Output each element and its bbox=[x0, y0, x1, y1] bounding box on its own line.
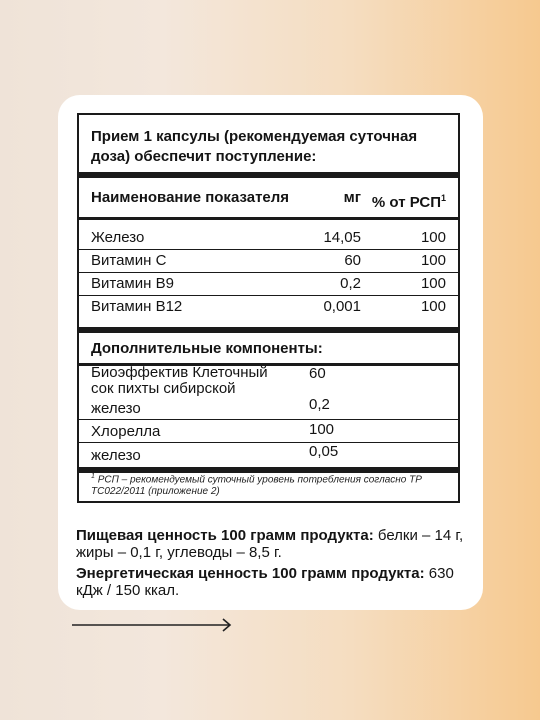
composition-table bbox=[77, 113, 460, 503]
table-row-name: Витамин B9 bbox=[91, 275, 174, 292]
table-row-pct: 100 bbox=[420, 252, 446, 269]
additional-row-value: 60 bbox=[309, 365, 326, 382]
divider bbox=[79, 217, 458, 220]
divider bbox=[79, 419, 458, 420]
table-row-name: Витамин B12 bbox=[91, 298, 183, 315]
table-row-mg: 14,05 bbox=[323, 229, 361, 246]
additional-row-name: железо bbox=[91, 447, 141, 464]
header-name: Наименование показателя bbox=[91, 189, 290, 206]
additional-row-value: 100 bbox=[309, 421, 335, 438]
header-pct: % от РСП$^1$ bbox=[371, 193, 446, 211]
energy-value: Энергетическая ценность 100 грамм продукта: 630 кДж / 150 ккал. bbox=[76, 565, 454, 599]
table-row-name: Железо bbox=[91, 229, 145, 246]
footnote: $^1$ РСП – рекомендуемый суточный уровень потребления согласно ТР ТС022/2011 (приложение 2) bbox=[91, 473, 422, 498]
additional-row-value: 0,2 bbox=[309, 396, 330, 413]
divider bbox=[79, 442, 458, 443]
divider bbox=[79, 272, 458, 273]
nutritional-value: Пищевая ценность 100 грамм продукта: белки – 14 г, жиры – 0,1 г, углеводы – 8,5 г. bbox=[76, 527, 464, 561]
additional-row-name: Биоэффектив Клеточный сок пихты сибирской bbox=[91, 364, 268, 397]
divider bbox=[79, 327, 458, 333]
divider bbox=[79, 295, 458, 296]
additional-row-value: 0,05 bbox=[309, 443, 339, 460]
table-row-pct: 100 bbox=[420, 298, 446, 315]
divider bbox=[79, 172, 458, 178]
table-row-mg: 0,2 bbox=[340, 275, 361, 292]
table-row-mg: 60 bbox=[344, 252, 361, 269]
table-heading: Прием 1 капсулы (рекомендуемая суточная доза) обеспечит поступление: bbox=[91, 128, 418, 165]
table-row-pct: 100 bbox=[420, 275, 446, 292]
nutrition-info bbox=[76, 527, 476, 599]
table-row-mg: 0,001 bbox=[323, 298, 361, 315]
additional-row-name: железо bbox=[91, 400, 141, 417]
header-mg: мг bbox=[343, 189, 361, 206]
table-row-pct: 100 bbox=[420, 229, 446, 246]
additional-row-name: Хлорелла bbox=[91, 423, 161, 440]
arrow-right-icon[interactable] bbox=[72, 617, 234, 633]
divider bbox=[79, 249, 458, 250]
table-row-name: Витамин C bbox=[91, 252, 167, 269]
additional-title: Дополнительные компоненты: bbox=[91, 340, 323, 357]
